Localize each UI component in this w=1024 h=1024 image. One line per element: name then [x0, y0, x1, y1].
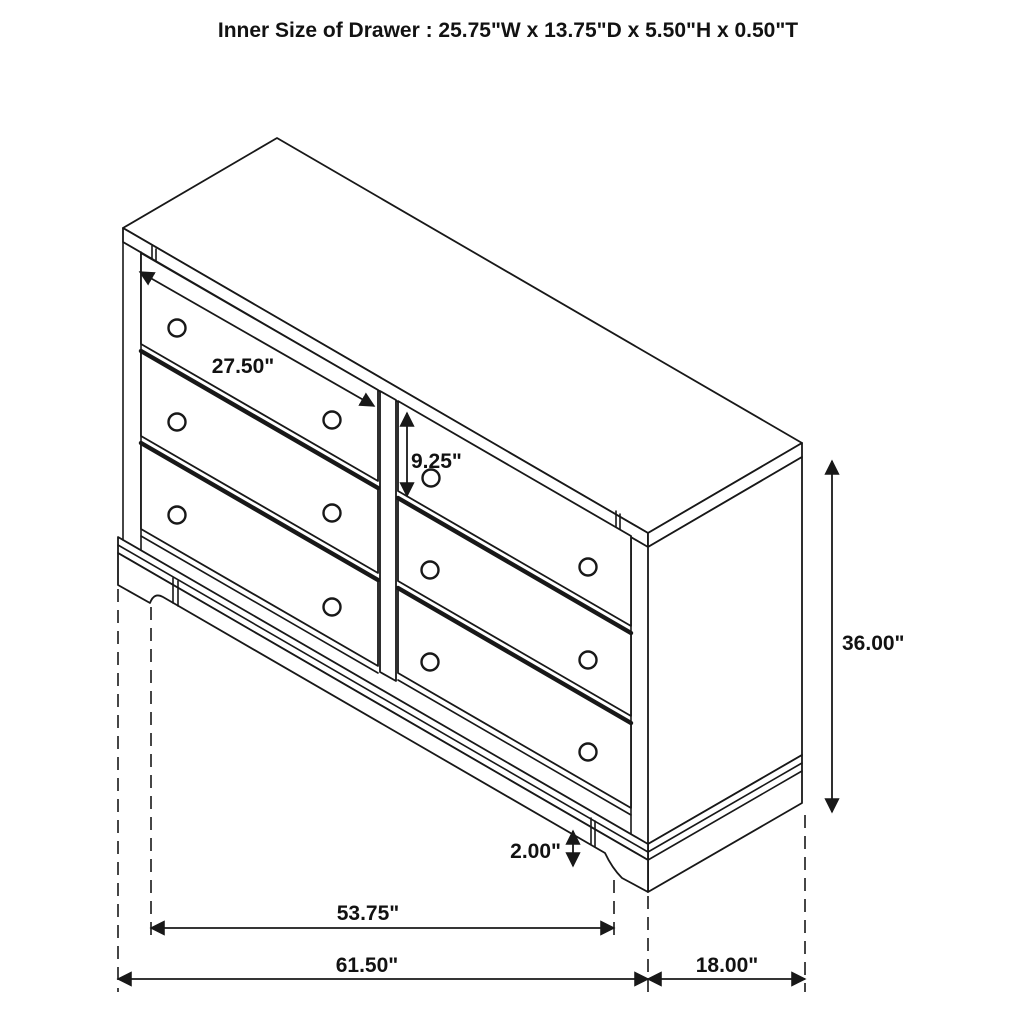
- dimension-label-overall-width: 61.50": [335, 954, 399, 977]
- drawer-knob: [324, 412, 341, 429]
- drawer-knob: [169, 507, 186, 524]
- drawer-knob: [422, 562, 439, 579]
- drawer-knob: [422, 654, 439, 671]
- drawer-knob: [324, 599, 341, 616]
- drawer-knob: [169, 414, 186, 431]
- drawer-knob: [324, 505, 341, 522]
- dimension-label-inner-width: 53.75": [336, 902, 400, 925]
- center-divider: [380, 391, 396, 681]
- dimension-label-overall-height: 36.00": [842, 632, 905, 655]
- figure-title: Inner Size of Drawer : 25.75"W x 13.75"D x 5.50"H x 0.50"T: [217, 19, 799, 42]
- dimension-label-foot-height: 2.00": [510, 840, 561, 863]
- drawer-knob: [580, 559, 597, 576]
- dimension-label-overall-depth: 18.00": [695, 954, 759, 977]
- dresser-drawing: [118, 138, 802, 892]
- drawer-knob: [169, 320, 186, 337]
- drawer-knob: [580, 652, 597, 669]
- dimension-label-drawer-width: 27.50": [211, 355, 275, 378]
- drawer-knob: [580, 744, 597, 761]
- dimension-label-drawer-height: 9.25": [411, 450, 462, 473]
